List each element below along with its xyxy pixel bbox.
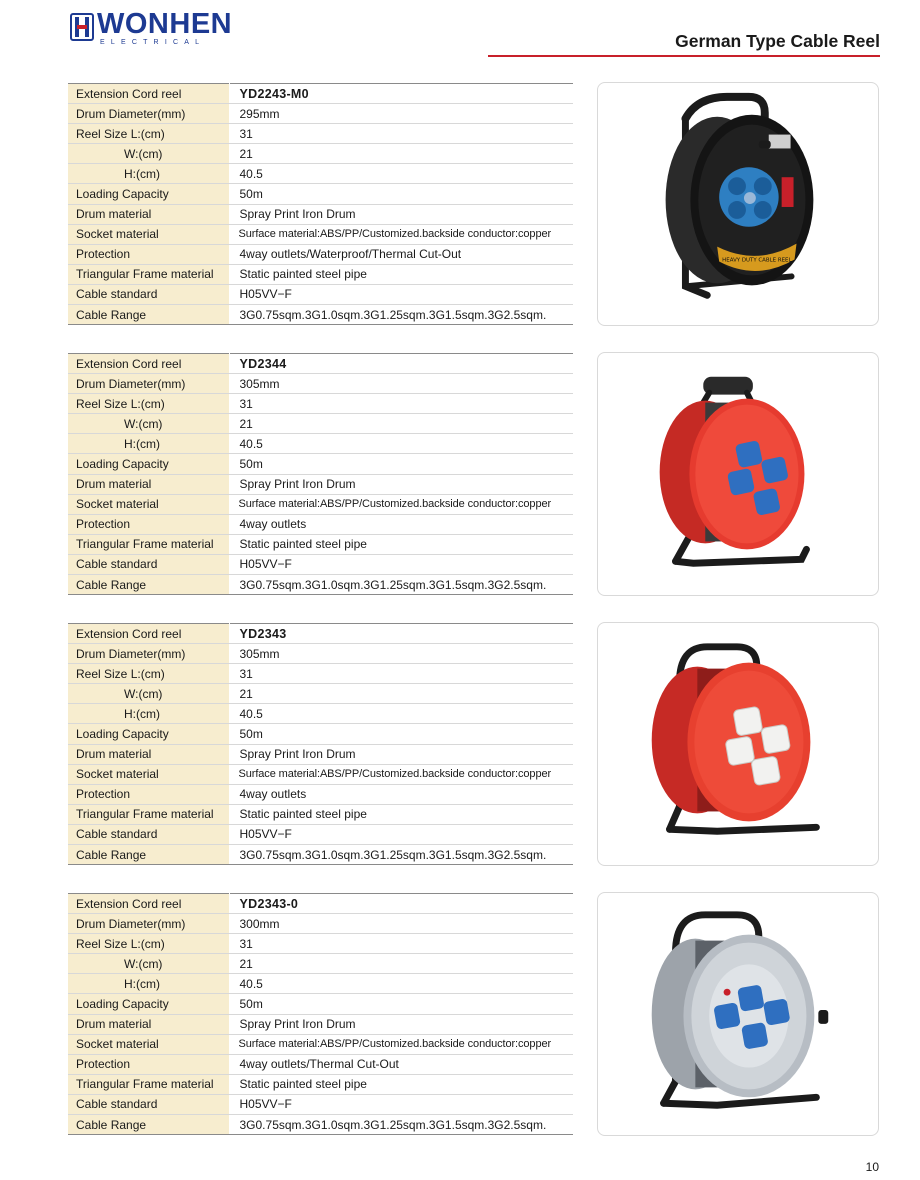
spec-value: H05VV−F [229,824,573,844]
spec-value: Surface material:ABS/PP/Customized.backside conductor:copper [229,224,573,244]
table-row [68,454,573,474]
spec-value: 21 [229,954,573,974]
spec-table [68,893,573,1135]
table-row [68,1094,573,1114]
red-cable-reel-white-sockets-image [598,623,878,865]
spec-value: 21 [229,684,573,704]
spec-label: Drum Diameter(mm) [68,914,229,934]
table-row [68,84,573,104]
spec-label: Triangular Frame material [68,804,229,824]
spec-label: H:(cm) [68,164,229,184]
spec-value: Spray Print Iron Drum [229,204,573,224]
spec-value: 50m [229,994,573,1014]
spec-table [68,623,573,865]
spec-label: W:(cm) [68,954,229,974]
table-row [68,644,573,664]
spec-value: 4way outlets/Waterproof/Thermal Cut-Out [229,244,573,264]
spec-label: W:(cm) [68,144,229,164]
table-row [68,144,573,164]
product-image-card [597,82,879,326]
spec-label: Protection [68,784,229,804]
table-row [68,994,573,1014]
table-row [68,305,573,325]
table-row [68,1014,573,1034]
spec-label: Loading Capacity [68,454,229,474]
spec-value: 31 [229,934,573,954]
spec-value: 40.5 [229,974,573,994]
spec-label: Drum material [68,1014,229,1034]
spec-label: Extension Cord reel [68,624,229,644]
spec-label: Socket material [68,1034,229,1054]
brand-name: WONHEN [97,8,233,40]
table-row [68,284,573,304]
product-image-card [597,892,879,1136]
spec-table-block [68,893,573,1135]
spec-label: Reel Size L:(cm) [68,124,229,144]
spec-label: Triangular Frame material [68,264,229,284]
table-row [68,394,573,414]
spec-label: Protection [68,514,229,534]
table-row [68,494,573,514]
table-row [68,804,573,824]
spec-label: Cable standard [68,1094,229,1114]
spec-table [68,353,573,595]
spec-value: 3G0.75sqm.3G1.0sqm.3G1.25sqm.3G1.5sqm.3G2.5sqm. [229,845,573,865]
spec-table-block [68,623,573,865]
spec-value: 31 [229,124,573,144]
spec-value: 3G0.75sqm.3G1.0sqm.3G1.25sqm.3G1.5sqm.3G2.5sqm. [229,305,573,325]
spec-label: W:(cm) [68,414,229,434]
brand-tagline: ELECTRICAL [100,39,206,46]
spec-label: Reel Size L:(cm) [68,934,229,954]
spec-label: Cable Range [68,305,229,325]
page-number: 10 [865,1160,879,1174]
spec-label: Loading Capacity [68,724,229,744]
spec-value: 305mm [229,374,573,394]
spec-label: Extension Cord reel [68,894,229,914]
spec-value: Static painted steel pipe [229,264,573,284]
table-row [68,374,573,394]
spec-value: H05VV−F [229,1094,573,1114]
spec-value: 4way outlets/Thermal Cut-Out [229,1054,573,1074]
spec-label: Extension Cord reel [68,84,229,104]
spec-value: 21 [229,144,573,164]
spec-label: H:(cm) [68,704,229,724]
page-title: German Type Cable Reel [675,31,880,51]
table-row [68,664,573,684]
spec-value: Spray Print Iron Drum [229,1014,573,1034]
spec-label: Reel Size L:(cm) [68,394,229,414]
spec-value: 305mm [229,644,573,664]
spec-value: 31 [229,394,573,414]
table-row [68,1034,573,1054]
spec-table [68,83,573,325]
table-row [68,684,573,704]
spec-label: Cable Range [68,845,229,865]
table-row [68,914,573,934]
spec-label: H:(cm) [68,974,229,994]
spec-label: Cable Range [68,575,229,595]
model-number: YD2344 [229,354,573,374]
spec-value: 40.5 [229,434,573,454]
table-row [68,354,573,374]
spec-value: Spray Print Iron Drum [229,744,573,764]
spec-value: Static painted steel pipe [229,534,573,554]
table-row [68,124,573,144]
spec-label: Drum Diameter(mm) [68,374,229,394]
spec-label: H:(cm) [68,434,229,454]
spec-value: 50m [229,724,573,744]
spec-value: 4way outlets [229,784,573,804]
table-row [68,164,573,184]
spec-table-block [68,83,573,325]
spec-value: 300mm [229,914,573,934]
spec-value: H05VV−F [229,284,573,304]
table-row [68,724,573,744]
spec-label: Drum material [68,474,229,494]
reel-label-text: HEAVY DUTY CABLE REEL [722,257,792,264]
table-row [68,624,573,644]
table-row [68,845,573,865]
spec-value: H05VV−F [229,554,573,574]
spec-label: Cable standard [68,284,229,304]
spec-label: Drum Diameter(mm) [68,104,229,124]
table-row [68,824,573,844]
table-row [68,224,573,244]
table-row [68,764,573,784]
table-row [68,744,573,764]
table-row [68,784,573,804]
table-row [68,244,573,264]
table-row [68,1074,573,1094]
table-row [68,414,573,434]
table-row [68,1054,573,1074]
spec-value: Static painted steel pipe [229,804,573,824]
table-row [68,575,573,595]
spec-label: Drum material [68,744,229,764]
table-row [68,554,573,574]
spec-label: Drum material [68,204,229,224]
spec-table-block [68,353,573,595]
spec-label: Extension Cord reel [68,354,229,374]
spec-label: Cable standard [68,554,229,574]
table-row [68,264,573,284]
product-image-card [597,622,879,866]
table-row [68,934,573,954]
table-row [68,434,573,454]
spec-label: Cable standard [68,824,229,844]
spec-value: 40.5 [229,704,573,724]
product-image-card [597,352,879,596]
spec-label: Triangular Frame material [68,534,229,554]
spec-label: Loading Capacity [68,184,229,204]
table-row [68,514,573,534]
spec-value: 3G0.75sqm.3G1.0sqm.3G1.25sqm.3G1.5sqm.3G2.5sqm. [229,1115,573,1135]
spec-label: Reel Size L:(cm) [68,664,229,684]
spec-value: 31 [229,664,573,684]
spec-label: Triangular Frame material [68,1074,229,1094]
black-cable-reel-image [598,83,878,325]
red-cable-reel-blue-sockets-image [598,353,878,595]
brand-logo [70,8,233,46]
spec-value: Spray Print Iron Drum [229,474,573,494]
spec-value: 3G0.75sqm.3G1.0sqm.3G1.25sqm.3G1.5sqm.3G2.5sqm. [229,575,573,595]
spec-value: 21 [229,414,573,434]
spec-value: Surface material:ABS/PP/Customized.backside conductor:copper [229,1034,573,1054]
table-row [68,104,573,124]
spec-label: Drum Diameter(mm) [68,644,229,664]
spec-label: Cable Range [68,1115,229,1135]
logo-mark-icon [70,12,94,42]
model-number: YD2343-0 [229,894,573,914]
spec-value: 4way outlets [229,514,573,534]
table-row [68,474,573,494]
spec-label: Socket material [68,764,229,784]
spec-value: Surface material:ABS/PP/Customized.backside conductor:copper [229,494,573,514]
spec-label: Socket material [68,224,229,244]
table-row [68,974,573,994]
spec-label: Protection [68,1054,229,1074]
table-row [68,894,573,914]
spec-label: Socket material [68,494,229,514]
spec-label: Loading Capacity [68,994,229,1014]
spec-label: W:(cm) [68,684,229,704]
title-divider [488,55,880,57]
table-row [68,204,573,224]
spec-value: 295mm [229,104,573,124]
table-row [68,534,573,554]
spec-label: Protection [68,244,229,264]
table-row [68,954,573,974]
table-row [68,704,573,724]
spec-value: 40.5 [229,164,573,184]
spec-value: 50m [229,184,573,204]
silver-cable-reel-blue-sockets-image [598,893,878,1135]
model-number: YD2243-M0 [229,84,573,104]
model-number: YD2343 [229,624,573,644]
spec-value: Surface material:ABS/PP/Customized.backside conductor:copper [229,764,573,784]
table-row [68,184,573,204]
spec-value: Static painted steel pipe [229,1074,573,1094]
spec-value: 50m [229,454,573,474]
table-row [68,1115,573,1135]
